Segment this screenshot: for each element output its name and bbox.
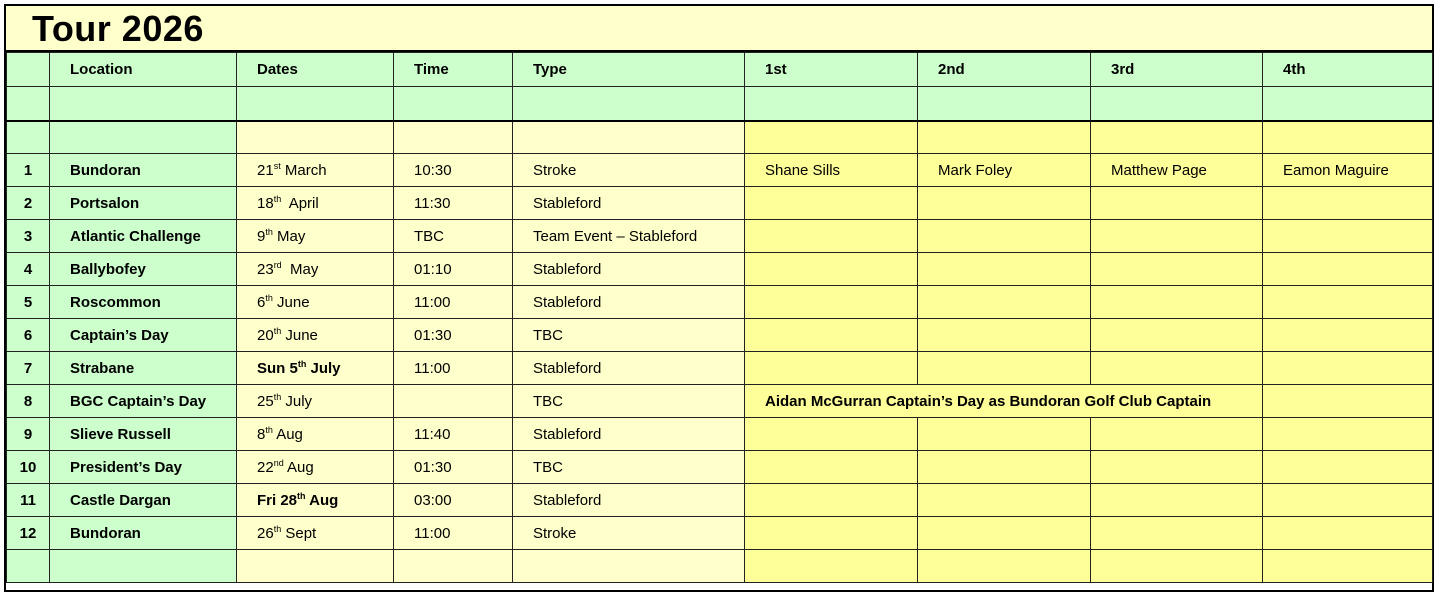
event-row [7,352,1433,385]
blank-cell [513,87,745,121]
event-row [7,319,1433,352]
header-blank-row [7,87,1433,121]
event-number: 7 [7,352,50,385]
date-month: July [281,392,313,410]
header-row [7,53,1433,87]
blank-cell [50,550,237,583]
event-row [7,154,1433,187]
result-third [1091,352,1263,385]
blank-cell [918,121,1091,154]
event-time: 01:30 [394,451,513,484]
result-first [745,286,918,319]
result-third [1091,286,1263,319]
event-time: 11:00 [394,517,513,550]
event-type: Stroke [513,517,745,550]
date-day: 20 [257,326,274,344]
result-third [1091,451,1263,484]
result-first [745,451,918,484]
event-date [237,385,394,418]
blank-cell [394,87,513,121]
header-fourth: 4th [1263,53,1433,87]
result-second [918,286,1091,319]
result-second [918,352,1091,385]
blank-cell [1091,87,1263,121]
blank-cell [918,550,1091,583]
result-fourth [1263,517,1433,550]
result-first [745,352,918,385]
event-row [7,418,1433,451]
event-location: Portsalon [50,187,237,220]
blank-cell [237,87,394,121]
result-second [918,418,1091,451]
event-row [7,451,1433,484]
event-number: 11 [7,484,50,517]
header-third: 3rd [1091,53,1263,87]
date-suffix: th [273,523,282,534]
result-fourth [1263,286,1433,319]
date-suffix: th [297,490,306,501]
result-fourth [1263,484,1433,517]
event-type: Stableford [513,286,745,319]
event-row [7,484,1433,517]
result-first: Shane Sills [745,154,918,187]
event-type: TBC [513,451,745,484]
header-type: Type [513,53,745,87]
event-number: 10 [7,451,50,484]
event-location: BGC Captain’s Day [50,385,237,418]
date-day: 18 [257,194,274,212]
event-location: President’s Day [50,451,237,484]
date-month: Aug [283,458,314,476]
event-number: 1 [7,154,50,187]
event-type: Stableford [513,187,745,220]
event-location: Bundoran [50,517,237,550]
result-fourth: Eamon Maguire [1263,154,1433,187]
date-month: March [280,161,327,179]
blank-cell [7,121,50,154]
result-first [745,220,918,253]
event-type: Stroke [513,154,745,187]
result-third: Matthew Page [1091,154,1263,187]
result-first [745,517,918,550]
event-time: 11:40 [394,418,513,451]
event-row [7,253,1433,286]
header-first: 1st [745,53,918,87]
date-month: Aug [272,425,303,443]
event-type: Stableford [513,418,745,451]
event-time: 11:30 [394,187,513,220]
result-fourth [1263,253,1433,286]
result-first [745,484,918,517]
date-month: Aug [305,491,339,509]
date-suffix: th [273,193,282,204]
event-date [237,517,394,550]
date-day: 6 [257,293,266,311]
result-second [918,187,1091,220]
date-month: May [272,227,306,245]
result-third [1091,253,1263,286]
date-day: Sun 5 [257,359,298,377]
event-number: 4 [7,253,50,286]
date-day: 9 [257,227,266,245]
event-time [394,385,513,418]
blank-cell [1091,550,1263,583]
event-row [7,286,1433,319]
header-time: Time [394,53,513,87]
result-fourth [1263,220,1433,253]
date-day: 22 [257,458,274,476]
title-bar [6,6,1432,52]
result-fourth [1263,319,1433,352]
event-number: 12 [7,517,50,550]
event-date [237,484,394,517]
result-fourth [1263,451,1433,484]
date-day: 21 [257,161,274,179]
event-type: Stableford [513,484,745,517]
trailing-blank-row [7,550,1433,583]
blank-cell [1263,121,1433,154]
result-third [1091,187,1263,220]
date-month: June [281,326,318,344]
event-date [237,418,394,451]
event-row [7,385,1433,418]
result-fourth [1263,418,1433,451]
blank-cell [1091,121,1263,154]
date-day: 25 [257,392,274,410]
event-number: 6 [7,319,50,352]
result-second [918,319,1091,352]
result-second [918,451,1091,484]
schedule-sheet [4,4,1434,592]
event-location: Ballybofey [50,253,237,286]
blank-cell [745,87,918,121]
result-third [1091,220,1263,253]
event-date [237,451,394,484]
event-note: Aidan McGurran Captain’s Day as Bundoran Golf Club Captain [745,385,1263,418]
date-day: 26 [257,524,274,542]
date-month: Sept [281,524,317,542]
result-third [1091,319,1263,352]
result-second [918,484,1091,517]
event-time: TBC [394,220,513,253]
blank-cell [918,87,1091,121]
blank-cell [7,87,50,121]
event-number: 3 [7,220,50,253]
header-location: Location [50,53,237,87]
event-type: TBC [513,319,745,352]
event-type: TBC [513,385,745,418]
blank-cell [237,550,394,583]
result-second [918,220,1091,253]
date-suffix: th [265,226,273,237]
event-location: Bundoran [50,154,237,187]
event-time: 11:00 [394,286,513,319]
date-day: 8 [257,425,266,443]
result-fourth [1263,352,1433,385]
date-day: Fri 28 [257,491,298,509]
result-first [745,187,918,220]
result-second: Mark Foley [918,154,1091,187]
date-suffix: th [265,424,273,435]
sheet-title: Tour 2026 [32,8,204,49]
result-first [745,418,918,451]
date-suffix: rd [273,259,282,270]
event-date [237,319,394,352]
result-first [745,319,918,352]
event-number: 5 [7,286,50,319]
event-location: Roscommon [50,286,237,319]
event-time: 01:30 [394,319,513,352]
event-type: Team Event – Stableford [513,220,745,253]
result-third [1091,517,1263,550]
event-row [7,220,1433,253]
date-month: July [306,359,341,377]
event-number: 8 [7,385,50,418]
event-date [237,253,394,286]
blank-cell [513,550,745,583]
date-day: 23 [257,260,274,278]
spacer-row [7,121,1433,154]
result-third [1091,418,1263,451]
result-second [918,517,1091,550]
blank-cell [745,121,918,154]
result-third [1091,484,1263,517]
event-date [237,352,394,385]
event-time: 03:00 [394,484,513,517]
event-type: Stableford [513,352,745,385]
result-second [918,253,1091,286]
blank-cell [745,550,918,583]
event-location: Captain’s Day [50,319,237,352]
event-row [7,187,1433,220]
event-location: Atlantic Challenge [50,220,237,253]
event-date [237,154,394,187]
event-location: Slieve Russell [50,418,237,451]
result-fourth [1263,385,1433,418]
result-first [745,253,918,286]
blank-cell [237,121,394,154]
date-suffix: th [265,292,273,303]
date-suffix: th [297,358,307,369]
result-fourth [1263,187,1433,220]
header-dates: Dates [237,53,394,87]
date-month: April [281,194,319,212]
event-date [237,187,394,220]
tour-table [6,52,1433,583]
blank-cell [50,121,237,154]
header-num-cell [7,53,50,87]
event-number: 2 [7,187,50,220]
event-location: Castle Dargan [50,484,237,517]
event-date [237,286,394,319]
event-number: 9 [7,418,50,451]
event-date [237,220,394,253]
blank-cell [1263,550,1433,583]
event-time: 10:30 [394,154,513,187]
blank-cell [50,87,237,121]
event-location: Strabane [50,352,237,385]
date-month: June [272,293,310,311]
blank-cell [1263,87,1433,121]
date-month: May [281,260,319,278]
date-suffix: th [273,391,282,402]
blank-cell [7,550,50,583]
event-time: 01:10 [394,253,513,286]
event-time: 11:00 [394,352,513,385]
date-suffix: th [273,325,282,336]
header-second: 2nd [918,53,1091,87]
blank-cell [394,550,513,583]
blank-cell [513,121,745,154]
event-type: Stableford [513,253,745,286]
blank-cell [394,121,513,154]
date-suffix: st [273,160,281,171]
date-suffix: nd [273,457,284,468]
event-row [7,517,1433,550]
